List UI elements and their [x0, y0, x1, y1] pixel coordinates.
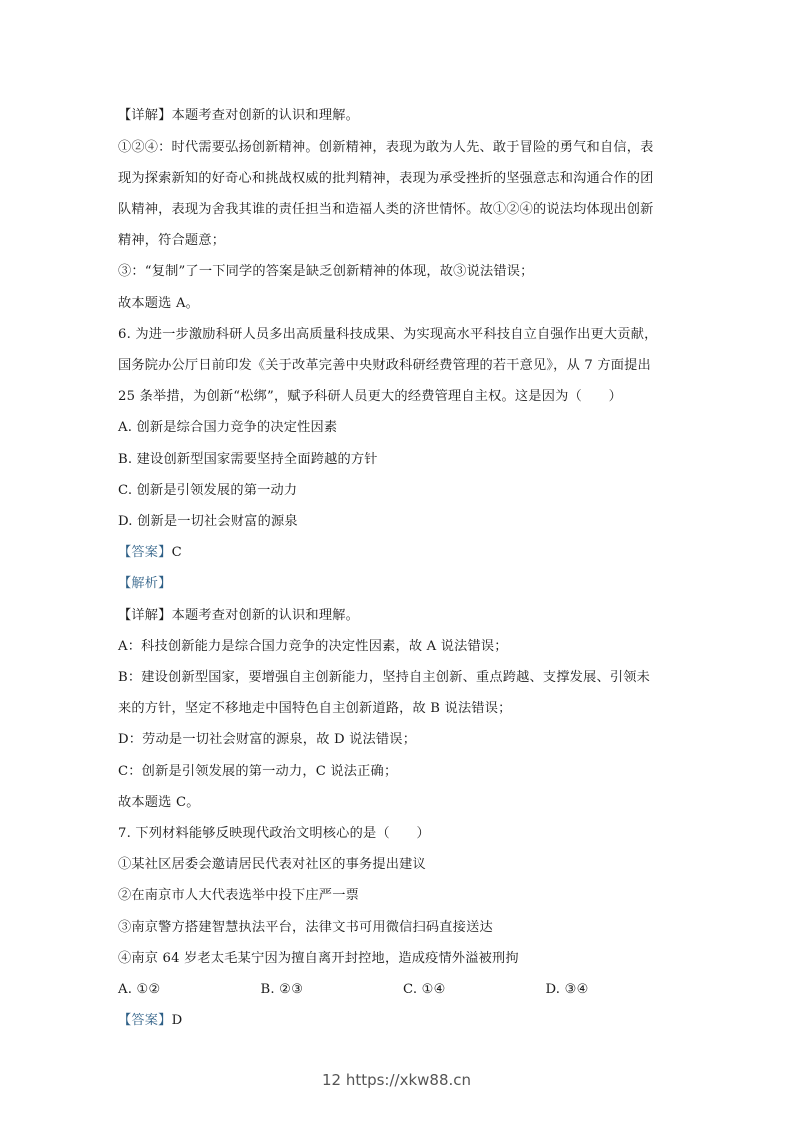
question-stem: 25 条举措，为创新“松绑”，赋予科研人员更大的经费管理自主权。这是因为（ ） [118, 389, 623, 404]
answer-value: C [171, 545, 182, 560]
explanation-line: A：科技创新能力是综合国力竞争的决定性因素，故 A 说法错误； [118, 639, 508, 654]
detail-tag: 【详解】 [118, 108, 172, 123]
answer-value: D [171, 1013, 183, 1028]
material-item: ①某社区居委会邀请居民代表对社区的事务提出建议 [118, 857, 426, 872]
explanation-line: C：创新是引领发展的第一动力，C 说法正确； [118, 764, 398, 779]
paragraph-line: 现为探索新知的好奇心和挑战权威的批判精神，表现为承受挫折的坚强意志和沟通合作的团 [118, 171, 654, 186]
page-footer: 12 https://xkw88.cn [321, 1071, 472, 1089]
option-a: A. 创新是综合国力竞争的决定性因素 [118, 420, 338, 435]
answer-tag: 【答案】 [118, 1013, 172, 1028]
option-b: B. ②③ [260, 982, 304, 997]
detail-tag: 【详解】 [118, 608, 172, 623]
detail-line [118, 106, 688, 126]
question-stem: 国务院办公厅日前印发《关于改革完善中央财政科研经费管理的若干意见》，从 7 方面提出 [118, 358, 651, 373]
conclusion-line: 故本题选 A。 [118, 296, 200, 311]
detail-text: 本题考查对创新的认识和理解。 [171, 108, 359, 123]
answer-tag: 【答案】 [118, 545, 172, 560]
options-row [118, 980, 688, 1000]
material-item: ④南京 64 岁老太毛某宁因为擅自离开封控地，造成疫情外溢被刑拘 [118, 951, 519, 966]
answer-line [118, 543, 688, 563]
paragraph-line: 队精神，表现为舍我其谁的责任担当和造福人类的济世情怀。故①②④的说法均体现出创新 [118, 202, 654, 217]
paragraph-line: ①②④：时代需要弘扬创新精神。创新精神，表现为敢为人先、敢于冒险的勇气和自信，表 [118, 140, 654, 155]
option-a: A. ①② [118, 982, 161, 997]
explanation-line: D：劳动是一切社会财富的源泉，故 D 说法错误； [118, 732, 417, 747]
paragraph-line: ③：“复制”了一下同学的答案是缺乏创新精神的体现，故③说法错误； [118, 264, 534, 279]
option-d: D. 创新是一切社会财富的源泉 [118, 514, 298, 529]
question-stem: 6. 为进一步激励科研人员多出高质量科技成果、为实现高水平科技自立自强作出更大贡献， [118, 327, 658, 342]
question-stem: 7. 下列材料能够反映现代政治文明核心的是（ ） [118, 826, 430, 841]
option-c: C. 创新是引领发展的第一动力 [118, 483, 298, 498]
answer-line [118, 1011, 688, 1031]
option-b: B. 建设创新型国家需要坚持全面跨越的方针 [118, 452, 378, 467]
analysis-line [118, 574, 688, 594]
detail-line [118, 606, 688, 626]
conclusion-line: 故本题选 C。 [118, 795, 200, 810]
explanation-line: B：建设创新型国家，要增强自主创新能力，坚持自主创新、重点跨越、支撑发展、引领未 [118, 670, 650, 685]
analysis-tag: 【解析】 [118, 576, 172, 591]
detail-text: 本题考查对创新的认识和理解。 [171, 608, 359, 623]
material-item: ③南京警方搭建智慧执法平台，法律文书可用微信扫码直接送达 [118, 920, 493, 935]
material-item: ②在南京市人大代表选举中投下庄严一票 [118, 888, 359, 903]
option-d: D. ③④ [545, 982, 589, 997]
explanation-line: 来的方针，坚定不移地走中国特色自主创新道路，故 B 说法错误； [118, 701, 512, 716]
option-c: C. ①④ [403, 982, 446, 997]
paragraph-line: 精神，符合题意； [118, 233, 226, 248]
